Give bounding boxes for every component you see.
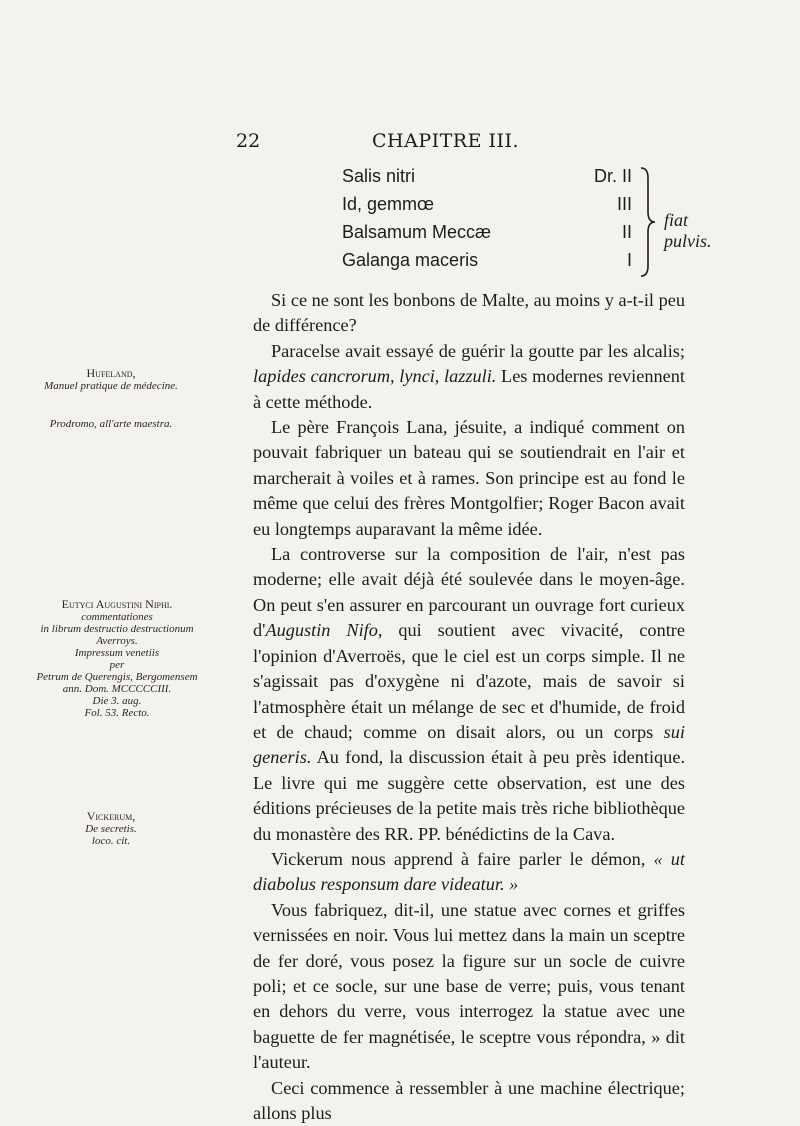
page-header (0, 122, 800, 162)
paragraph: Le père François Lana, jésuite, a indiqué comment on pouvait fabriquer un bateau qui se soutiendrait en l'air et marcherait à voiles et à rames. Son principe est au fond le même que celui des frères Montgolfier; Roger Bacon avait eu longtemps auparavant la même idée. (253, 417, 685, 539)
paragraph: Ceci commence à ressembler à une machine électrique; allons plus (253, 1077, 685, 1123)
margin-work: Manuel pratique de médecine. (44, 380, 178, 392)
paragraph: Vous fabriquez, dit-il, une statue avec cornes et griffes vernissées en noir. Vous lui mettez dans la main un sceptre de fer doré, vous posez la figure sur un socle de cuivre poli; et ce socle, sur une base de verre; puis, vous tenant en dehors du verre, vous interrogez la statue avec une baguette de fer magnétisée, le sceptre vous répondra, » dit l'auteur. (253, 899, 685, 1073)
latin-quote: « ut diabolus responsum dare videatur. » (253, 848, 685, 895)
margin-line: per (109, 659, 125, 671)
margin-note-niphi (14, 598, 220, 719)
recipe-quantity: Dr. II (593, 166, 632, 186)
recipe-block (342, 166, 732, 282)
margin-work: Prodromo, all'arte maestra. (49, 418, 173, 430)
text-run: Vickerum nous apprend à faire parler le démon, (271, 848, 646, 869)
margin-line: Fol. 53. Recto. (84, 707, 150, 719)
recipe-ingredient: Id, gemmœ (342, 194, 435, 214)
margin-note-prodromo (22, 418, 200, 430)
recipe-ingredient: Balsamum Meccæ (342, 222, 492, 242)
latin-phrase: sui generis. (253, 721, 685, 768)
margin-line: Impressum venetiis (74, 647, 160, 659)
margin-line: Petrum de Querengis, Bergomensem (36, 671, 198, 683)
margin-author: Vickerum, (86, 809, 136, 823)
margin-author: Hufeland, (86, 366, 136, 380)
recipe-line (342, 250, 632, 277)
recipe-ingredient: Galanga maceris (342, 250, 479, 270)
margin-line: ann. Dom. MCCCCCIII. (62, 683, 172, 695)
recipe-line (342, 222, 632, 249)
latin-quote: lapides cancrorum, lynci, lazzuli. (253, 366, 497, 387)
curly-brace-icon (638, 166, 658, 278)
recipe-quantity: III (616, 194, 632, 214)
chapter-title: CHAPITRE III. (372, 130, 520, 152)
margin-line: Averroys. (96, 635, 138, 647)
margin-line: in librum destructio destructionum (40, 623, 194, 635)
margin-note-hufeland (22, 367, 200, 392)
author-name: Augustin Nifo (265, 620, 378, 641)
recipe-quantity: II (621, 222, 632, 242)
paragraph (253, 847, 685, 898)
margin-line: commentationes (81, 611, 153, 623)
text-run: , qui soutient avec vivacité, contre l'opinion d'Averroës, que le ciel est un corps simple. Il ne s'agissait pas d'oxygène ni d'azote, mais de savoir si l'atmosphère était un mélange de sec et d'humide, de froid et de chaud; comme on disait alors, ou un corps (253, 620, 685, 742)
margin-line: De secretis. (85, 823, 137, 835)
margin-author: Eutyci Augustini Niphi. (61, 597, 173, 611)
recipe-ingredient: Salis nitri (342, 166, 416, 186)
recipe-line (342, 166, 632, 193)
margin-line: loco. cit. (91, 835, 131, 847)
paragraph (253, 339, 685, 415)
recipe-quantity: I (626, 250, 632, 270)
body-text (253, 288, 685, 1126)
paragraph: Si ce ne sont les bonbons de Malte, au moins y a-t-il peu de différence? (253, 290, 685, 336)
text-run: La controverse sur la composition de l'air, n'est pas moderne; elle avait déjà été soulevée dans le moyen-âge. On peut s'en assurer en parcourant un ouvrage fort curieux d' (253, 544, 685, 641)
paragraph (253, 542, 685, 847)
text-run: Les modernes reviennent à cette méthode. (253, 366, 685, 412)
margin-line: Die 3. aug. (92, 695, 142, 707)
page-number: 22 (236, 130, 261, 152)
margin-note-vickerum (22, 810, 200, 847)
text-run: Paracelse avait essayé de guérir la goutte par les alcalis; (271, 340, 685, 361)
recipe-note: fiat pulvis. (664, 210, 712, 251)
recipe-line (342, 194, 632, 221)
text-run: Au fond, la discussion était à peu près identique. Le livre qui me suggère cette observation, est une des éditions précieuses de la petite mais très riche bibliothèque du monastère des RR. PP. bénédictins de la Cava. (253, 747, 686, 844)
